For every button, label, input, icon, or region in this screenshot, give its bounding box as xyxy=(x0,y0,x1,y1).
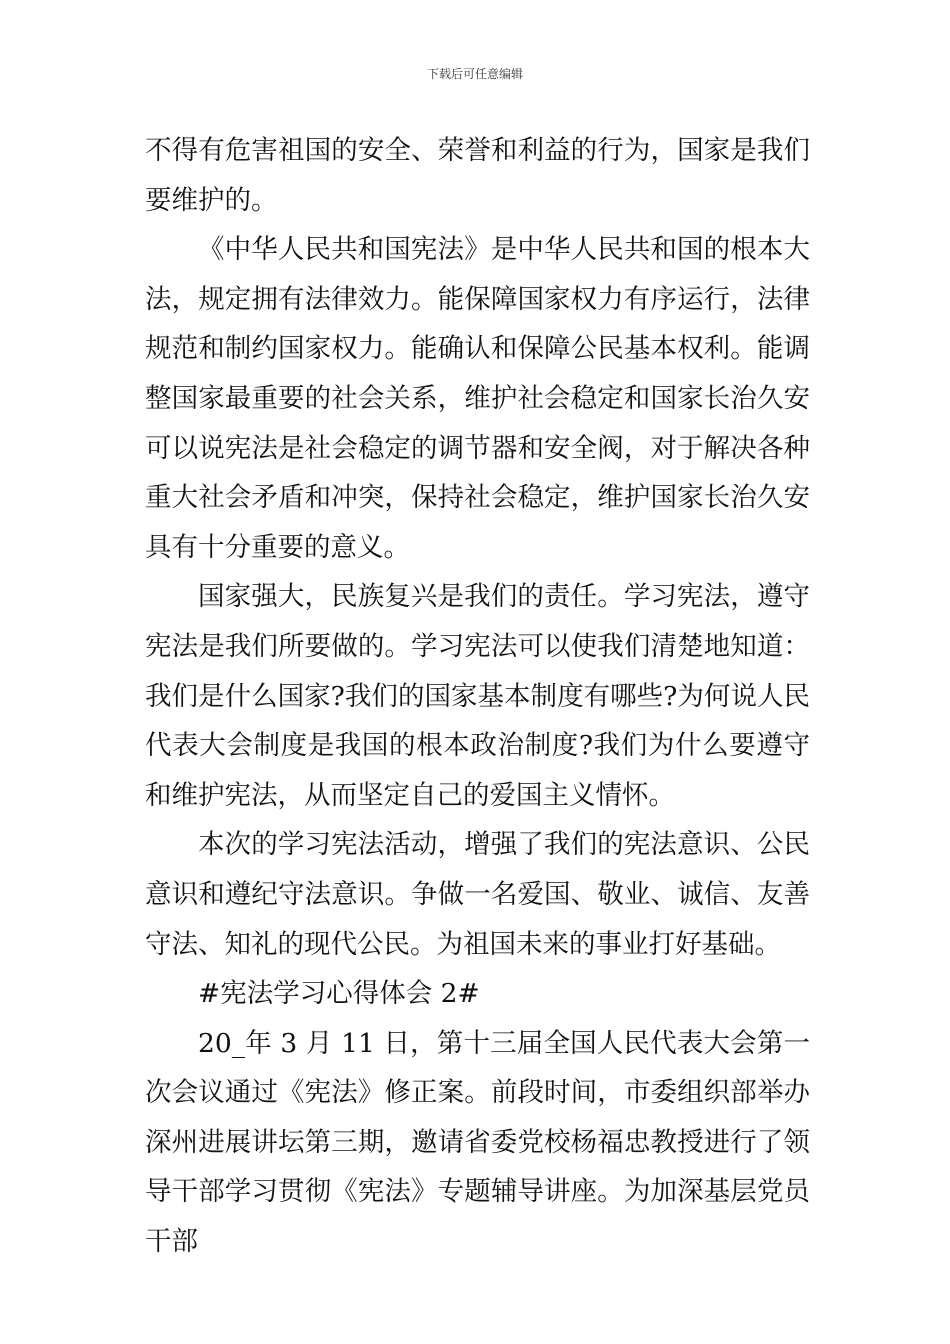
page-header: 下载后可任意编辑 xyxy=(426,67,523,81)
paragraph-constitution-role: 《中华人民共和国宪法》是中华人民共和国的根本大法，规定拥有法律效力。能保障国家权力有序运行，法律规范和制约国家权力。能确认和保障公民基本权利。能调整国家最重要的社会关系，维护社会稳定和国家长治久安可以说宪法是社会稳定的调节器和安全阀，对于解决各种重大社会矛盾和冲突，保持社会稳定，维护国家长治久安具有十分重要的意义。 xyxy=(145,234,810,563)
paragraph-national-rejuvenation: 国家强大，民族复兴是我们的责任。学习宪法，遵守宪法是我们所要做的。学习宪法可以使我们清楚地知道：我们是什么国家?我们的国家基本制度有哪些?为何说人民代表大会制度是我国的根本政治制度?我们为什么要遵守和维护宪法，从而坚定自己的爱国主义情怀。 xyxy=(145,581,810,811)
paragraph-study-activity: 本次的学习宪法活动，增强了我们的宪法意识、公民意识和遵纪守法意识。争做一名爱国、敬业、诚信、友善守法、知礼的现代公民。为祖国未来的事业打好基础。 xyxy=(145,829,810,960)
document-body xyxy=(145,126,810,1267)
section-heading: #宪法学习心得体会 2# xyxy=(198,978,480,1010)
paragraph-continuation: 不得有危害祖国的安全、荣誉和利益的行为，国家是我们要维护的。 xyxy=(145,135,810,216)
paragraph-amendment: 20_年 3 月 11 日，第十三届全国人民代表大会第一次会议通过《宪法》修正案。前段时间，市委组织部举办深州进展讲坛第三期，邀请省委党校杨福忠教授进行了领导干部学习贯彻《宪法》专题辅导讲座。为加深基层党员干部 xyxy=(145,1027,810,1258)
